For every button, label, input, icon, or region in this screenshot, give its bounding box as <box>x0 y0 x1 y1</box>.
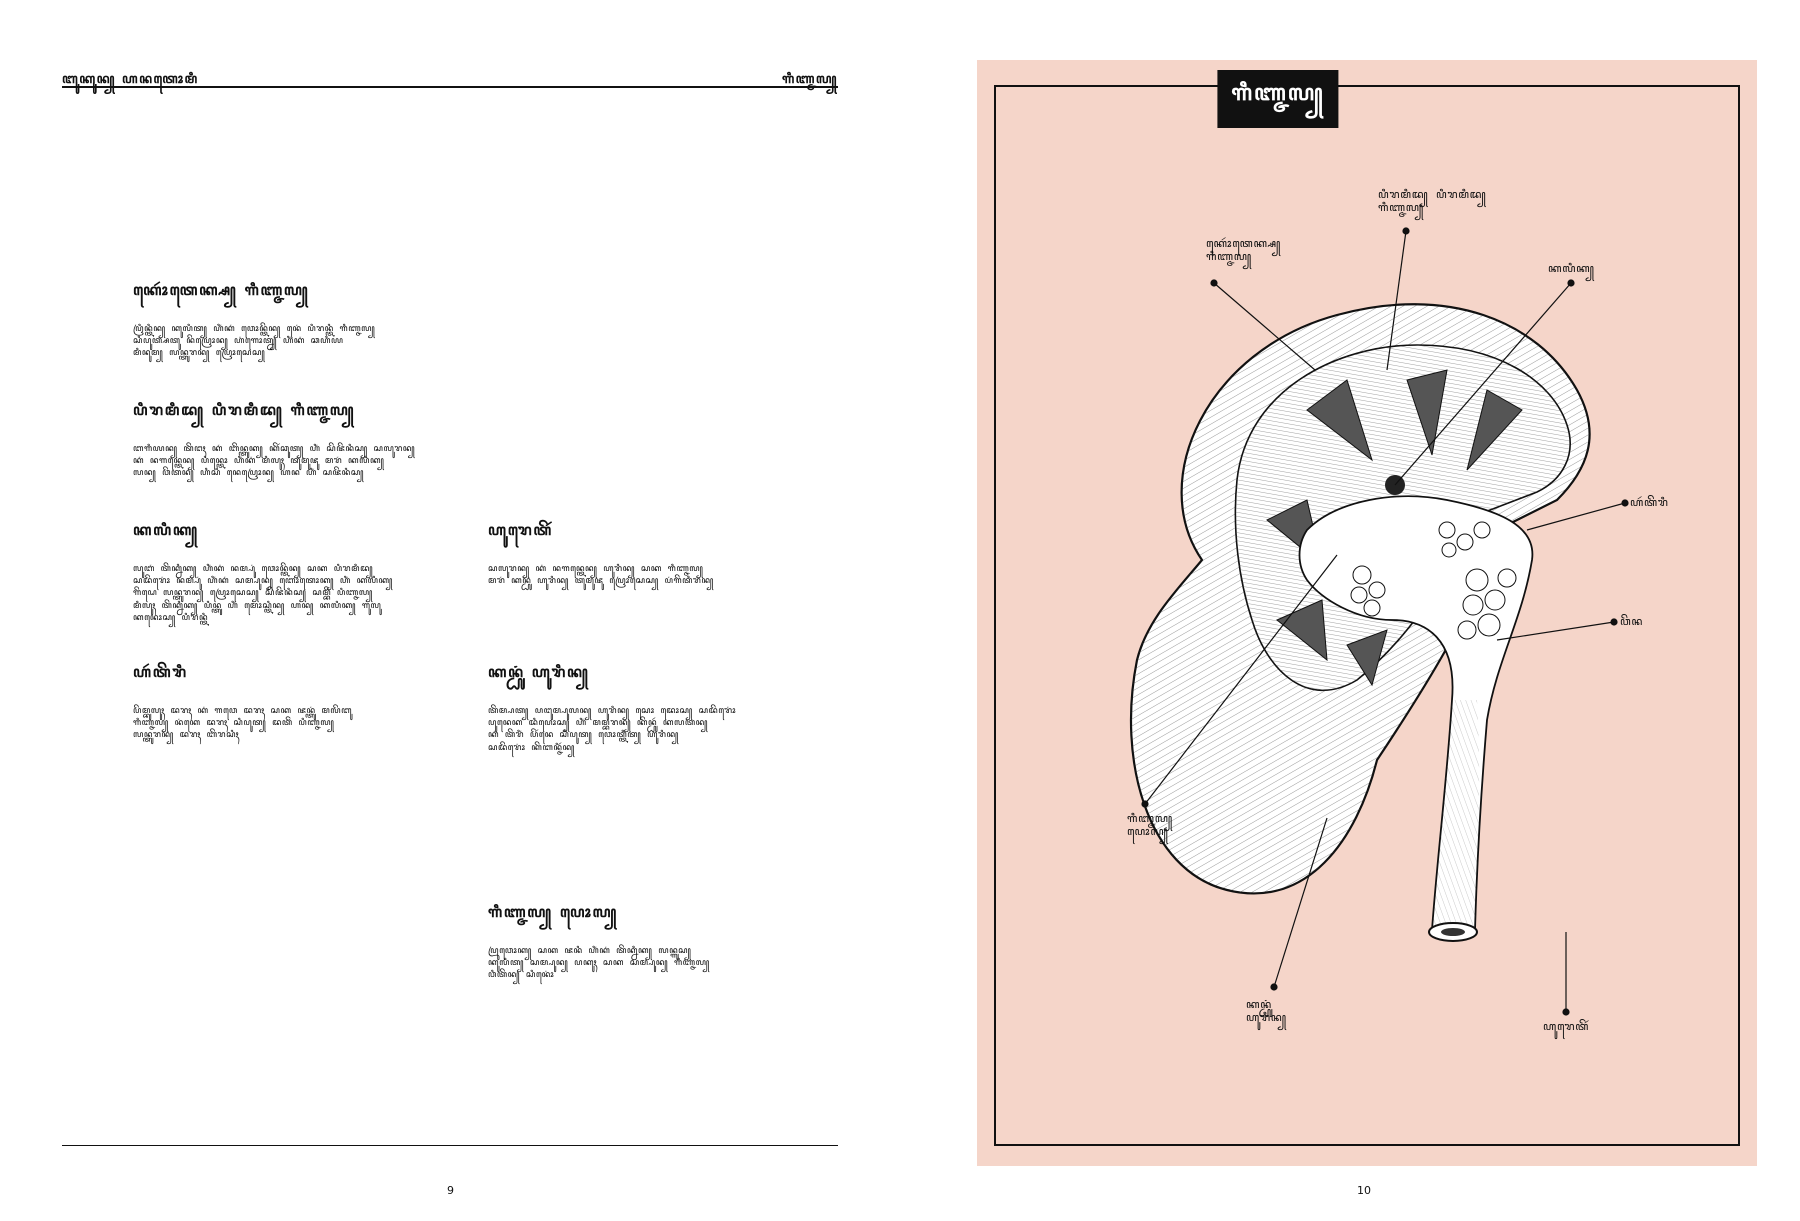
label-line: ꦮꦼꦤ <box>1620 615 1644 628</box>
body-line: ꦒꦼꦝꦺ ꦭꦤ꧀ꦠꦸꦫꦤ꧀ ꦥꦿꦺꦴꦱꦺꦱ꧀ ꦱꦼꦗꦼꦤꦶꦱ꧀ ꦱꦩ꧀ꦧꦼꦁ ꦥꦶꦚ꧀ꦗꦭ꧀ <box>133 588 373 599</box>
body-line: ꦭꦤ꧀ꦠꦸꦫꦤ꧀ ꦢꦫꦃ ꦧꦼꦫꦱꦶꦃ <box>133 730 240 741</box>
label-ureter <box>1543 1020 1589 1033</box>
section-title: ꦏꦭꦶꦏ꧀ <box>133 521 199 539</box>
label-line: ꦏꦺꦴꦂꦠꦺꦏ꧀ꦱ꧀ <box>1206 237 1282 250</box>
section-body <box>488 705 808 754</box>
label-vein <box>1620 615 1643 628</box>
header-rule <box>62 86 838 88</box>
body-line: ꦏꦁ ꦠꦼꦫꦶꦁ ꦥꦼꦂꦤꦺ ꦱꦶꦥꦸꦠ꧀ ꦮꦺꦴꦠ꧀ꦠꦶꦠ꧀ ꦲꦸꦫꦶꦤ꧀ <box>488 730 679 741</box>
label-line: ꦲꦂꦠꦼꦫꦶ <box>1630 496 1669 509</box>
body-line: ꦠꦼꦩ꧀ꦥꦠ꧀ ꦥꦔꦸꦩ꧀ꦥꦸꦭꦤ꧀ ꦲꦸꦫꦶꦤ꧀ ꦱꦺꦴ ꦢꦺꦴꦱ꧀ ꦱꦢꦼꦫꦺꦴꦁ <box>488 706 737 716</box>
label-line: ꦏꦭꦶꦏ꧀ <box>1548 262 1595 275</box>
label-line: ꦥꦺꦴꦭ꧀ <box>1127 825 1169 838</box>
body-line: ꦏꦁ ꦤꦒꦤ꧀ꦠꦺꦤ꧀ ꦥꦶꦤ꧀ꦠꦺꦴ ꦲꦶꦁꦏꦁ ꦩꦶꦭꦸꦃ ꦠꦸꦩꦸꦗꦸ ꦩꦫꦁ ꦏꦭꦶꦏ꧀ <box>133 456 385 467</box>
label-line: ꦥꦶꦫꦩꦶꦢ꧀ ꦥꦶꦫꦩꦶꦢ꧀ <box>1378 188 1487 201</box>
footer-rule <box>62 1145 838 1146</box>
body-line: ꦭꦸꦧꦁ ꦠꦼꦏ꧀ꦤꦶꦏ꧀ ꦲꦶꦁꦏꦁ ꦤꦩ꧀ꦥꦸꦁ ꦮꦺꦴꦤ꧀ꦠꦼꦤ꧀ ꦱꦏ ꦥꦶꦫꦩꦶꦢ꧀ <box>133 564 374 574</box>
label-calyx <box>1548 262 1595 275</box>
section-body <box>488 945 808 982</box>
label-line: ꦲꦸꦫꦶꦤ꧀ <box>1246 1011 1287 1024</box>
label-line: ꦒꦶꦚ꧀ꦗꦭ꧀ <box>1127 812 1173 825</box>
body-line: ꦥꦿꦸꦮꦺꦴꦏ꧀ ꦱꦏ ꦗꦤꦶ ꦲꦶꦁꦏꦁ ꦠꦼꦏ꧀ꦤꦶꦏ꧀ ꦭꦤ꧀ꦒꦸꦱ꧀ <box>488 946 692 956</box>
section-title: ꦥꦶꦫꦩꦶꦢ꧀ ꦥꦶꦫꦩꦶꦢ꧀ ꦒꦶꦚ꧀ꦗꦭ꧀ <box>133 401 356 419</box>
body-line: ꦱꦶꦥꦸꦠ꧀ꦱꦠꦸ ꦤꦼꦥꦿꦺꦴꦤ꧀ ꦲꦁꦒꦺꦴꦠ꧀ꦤ꧀ ꦲꦶꦁꦏꦁ ꦕꦲꦶꦪ <box>133 336 344 347</box>
body-line: ꦏꦸꦭꦶꦠ꧀ ꦱꦩ꧀ꦥꦸꦤ꧀ ꦥꦏꦸꦃ ꦱꦏ ꦱꦩ꧀ꦥꦸꦤ꧀ ꦒꦶꦚ꧀ꦗꦭ꧀ <box>488 958 710 969</box>
body-line: ꦥꦼꦩ꧀ꦧꦸꦭꦸꦃ ꦢꦫꦃ ꦏꦁ ꦒꦮꦺ ꦢꦫꦃ ꦱꦏ ꦗꦤ꧀ꦠꦸꦁ ꦩꦭꦼꦧꦸ <box>133 706 353 716</box>
section-renal-pole <box>488 900 808 982</box>
section-title: ꦏꦺꦴꦂꦠꦺꦏ꧀ꦱ꧀ ꦒꦶꦚ꧀ꦗꦭ꧀ <box>133 281 310 299</box>
section-body <box>133 323 453 360</box>
section-pyramids <box>133 398 453 480</box>
section-calyx <box>133 518 453 624</box>
body-line: ꦥꦸꦤꦺꦏ ꦢꦶꦥꦺꦴꦱ꧀ ꦲꦶꦁ ꦩꦩ꧀ꦧꦫꦤ꧀ ꦏꦼꦤ꧀ꦝꦸꦂ ꦏꦭꦠꦤ꧀ <box>488 718 709 729</box>
label-pyramid <box>1378 188 1486 214</box>
label-renal-pole <box>1127 812 1173 838</box>
plate-title: ꦒꦶꦚ꧀ꦗꦭ꧀ <box>1217 70 1338 128</box>
section-body <box>133 443 453 480</box>
body-line: ꦧꦒꦶꦪꦤ꧀ ꦠꦼꦔꦃ ꦏꦁ ꦧꦼꦤ꧀ꦠꦸꦏ꧀ ꦏꦼꦂꦕꦸꦠ꧀ ꦲꦶꦁ ꦱꦼꦗꦼꦤꦶꦱ꧀ ꦱꦭꦸꦫꦤ꧀ <box>133 444 416 454</box>
running-head-chapter: ꦒꦶꦚ꧀ꦗꦭ꧀ <box>781 72 838 87</box>
body-line: ꦮꦶꦠꦼꦤ꧀ ꦱꦶꦤꦺꦴꦁ <box>488 970 555 981</box>
section-ureter <box>488 518 808 587</box>
section-cortex <box>133 278 453 360</box>
page-number-left: 9 <box>447 1184 454 1197</box>
section-veins <box>488 660 808 754</box>
section-body <box>133 563 453 624</box>
section-title: ꦲꦂꦠꦼꦫꦶ <box>133 663 188 681</box>
label-artery <box>1630 496 1669 509</box>
section-title: ꦲꦸꦫꦺꦠꦼꦂ <box>488 521 553 539</box>
label-line: ꦒꦶꦚ꧀ꦗꦭ꧀ <box>1378 201 1424 214</box>
body-line: ꦱꦢꦼꦫꦺꦴꦁ ꦏꦼꦧꦤ꧀ꦗꦶꦂꦤ꧀ <box>488 742 575 753</box>
label-line: ꦲꦸꦫꦺꦠꦼꦂ <box>1543 1020 1590 1033</box>
label-line: ꦏꦤ꧀ꦝꦸꦁ <box>1246 998 1272 1011</box>
body-line: ꦩꦶꦤꦸꦩ꧀ ꦭꦤ꧀ꦠꦸꦫꦤ꧀ ꦥꦿꦺꦴꦱꦺꦱ꧀ <box>133 348 266 359</box>
body-line: ꦭꦤ꧀ ꦮꦼꦠꦤ꧀ ꦲꦶꦱꦶ ꦤꦺꦥꦿꦺꦴꦤ꧀ ꦲꦤ ꦲꦶꦁ ꦱꦗꦼꦤꦶꦱ꧀ <box>133 468 365 479</box>
section-body <box>133 705 453 742</box>
section-artery <box>133 660 453 742</box>
body-line: ꦏꦤꦺꦴꦱ꧀ ꦥꦶꦫꦤ꧀ꦠꦶ <box>133 612 209 623</box>
label-line: ꦒꦶꦚ꧀ꦗꦭ꧀ <box>1206 250 1252 263</box>
body-line: ꦩꦫꦁ ꦏꦤ꧀ꦝꦸꦁ ꦲꦸꦫꦶꦤ꧀ ꦠꦸꦩꦸꦗꦸ ꦥꦿꦺꦴꦱꦺꦱ꧀ ꦥꦁꦒꦼꦠꦶꦫꦤ꧀ <box>488 576 714 587</box>
body-line: ꦥꦿꦶꦤ꧀ꦠꦶꦤ꧀ ꦏꦸꦭꦶꦠ꧀ ꦲꦶꦁꦏꦁ ꦮꦺꦴꦤ꧀ꦠꦼꦤ꧀ ꦤꦺꦁ ꦥꦶꦫꦤ꧀ꦠꦶ ꦒꦶꦚ꧀ꦗꦭ꧀ <box>133 324 376 334</box>
page-number-right: 10 <box>1357 1184 1371 1197</box>
body-line: ꦱꦭꦸꦫꦤ꧀ ꦏꦁ ꦤꦒꦤ꧀ꦠꦺꦤ꧀ ꦲꦸꦫꦶꦤ꧀ ꦱꦏ ꦒꦶꦚ꧀ꦗꦭ꧀ <box>488 564 704 574</box>
body-line: ꦱꦢꦼꦫꦺꦴꦁ ꦤꦩ꧀ꦥꦸꦁ ꦲꦶꦁꦏꦁ ꦱꦩ꧀ꦥꦸꦤ꧀ ꦧꦺꦴꦠꦺꦴꦏ꧀ ꦲꦶꦁ ꦏꦭꦶꦏ꧀ <box>133 576 393 587</box>
kidney-illustration <box>977 60 1757 1166</box>
body-line: ꦒꦶꦚ꧀ꦗꦭ꧀ ꦤꦁꦏꦺ ꦢꦫꦃ ꦱꦶꦥꦸꦠ꧀ ꦢꦠꦼꦁ ꦥꦶꦚ꧀ꦗꦭ꧀ <box>133 718 335 729</box>
body-line: ꦩꦶꦭꦸꦃ ꦠꦼꦏ꧀ꦤꦶꦏ꧀ ꦥꦶꦤ꧀ꦠꦸ ꦲꦶꦁ ꦩꦺꦴꦱ꧀ꦠꦶꦤ꧀ ꦲꦤ꧀ ꦏꦭꦶꦏ꧀ ꦒꦸꦭꦸ <box>133 600 382 611</box>
section-body <box>488 563 808 587</box>
running-head-book-title: ꦧꦸꦏꦸꦤ꧀ ꦲꦤꦠꦺꦴꦩꦶ <box>62 72 199 87</box>
section-title: ꦒꦶꦚ꧀ꦗꦭ꧀ ꦥꦺꦴꦭ꧀ <box>488 903 619 921</box>
label-bladder <box>1246 998 1287 1024</box>
label-cortex <box>1206 237 1281 263</box>
section-title: ꦏꦤ꧀ꦝꦸꦁ ꦲꦸꦫꦶꦤ꧀ <box>488 663 590 681</box>
